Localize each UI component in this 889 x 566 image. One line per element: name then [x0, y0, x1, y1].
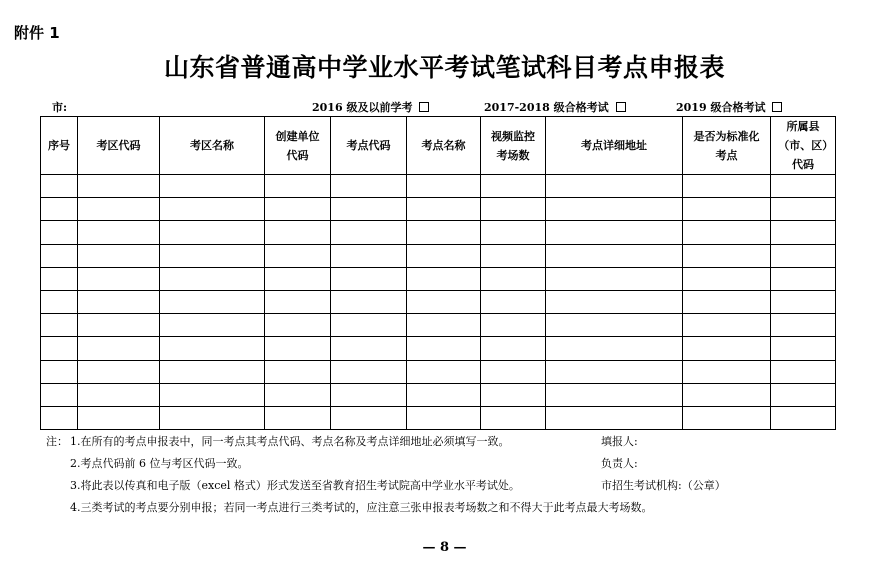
table-cell[interactable]	[78, 221, 160, 244]
table-cell[interactable]	[683, 221, 771, 244]
table-cell[interactable]	[481, 406, 546, 429]
table-cell[interactable]	[683, 337, 771, 360]
table-cell[interactable]	[265, 383, 331, 406]
header-cell: 是否为标准化考点	[683, 117, 771, 175]
table-cell[interactable]	[683, 406, 771, 429]
table-cell[interactable]	[481, 314, 546, 337]
checkbox-2019[interactable]	[772, 102, 782, 112]
note-item	[46, 455, 249, 471]
note-item	[46, 477, 520, 493]
page-title: 山东省普通高中学业水平考试笔试科目考点申报表	[163, 53, 725, 82]
table-cell[interactable]	[481, 221, 546, 244]
note-item	[46, 433, 510, 449]
table-cell[interactable]	[265, 290, 331, 313]
table-cell[interactable]	[160, 267, 265, 290]
table-cell[interactable]	[546, 198, 683, 221]
table-cell[interactable]	[41, 175, 78, 198]
table-cell[interactable]	[683, 360, 771, 383]
table-cell[interactable]	[771, 290, 836, 313]
table-cell[interactable]	[683, 314, 771, 337]
table-cell[interactable]	[546, 360, 683, 383]
city-field	[52, 99, 67, 115]
table-cell[interactable]	[265, 221, 331, 244]
table-cell[interactable]	[546, 337, 683, 360]
header-cell: 考区代码	[78, 117, 160, 175]
table-cell[interactable]	[546, 406, 683, 429]
table-cell[interactable]	[78, 175, 160, 198]
header-cell: 考区名称	[160, 117, 265, 175]
table-cell[interactable]	[41, 244, 78, 267]
option-2019[interactable]	[676, 99, 782, 115]
table-cell[interactable]	[41, 314, 78, 337]
note-item	[46, 499, 653, 515]
table-cell[interactable]	[407, 314, 481, 337]
table-cell[interactable]	[771, 360, 836, 383]
table-cell[interactable]	[407, 175, 481, 198]
table-cell[interactable]	[41, 337, 78, 360]
table-cell[interactable]	[160, 175, 265, 198]
city-label: 市:	[52, 101, 68, 114]
header-cell: 考点代码	[331, 117, 407, 175]
table-cell[interactable]	[78, 290, 160, 313]
table-cell[interactable]	[683, 383, 771, 406]
option-2017-2018-label: 2017-2018 级合格考试	[484, 101, 609, 114]
table-cell[interactable]	[41, 406, 78, 429]
table-cell[interactable]	[481, 383, 546, 406]
header-row	[41, 117, 836, 175]
table-cell[interactable]	[683, 244, 771, 267]
table-cell[interactable]	[160, 360, 265, 383]
option-2017-2018[interactable]	[484, 99, 626, 115]
option-2016[interactable]	[312, 99, 429, 115]
table-cell[interactable]	[160, 314, 265, 337]
table-cell[interactable]	[407, 406, 481, 429]
checkbox-2017-2018[interactable]	[616, 102, 626, 112]
table-cell[interactable]	[265, 314, 331, 337]
note-text: 2.考点代码前 6 位与考区代码一致。	[70, 457, 249, 470]
table-cell[interactable]	[265, 337, 331, 360]
table-row	[41, 290, 836, 313]
institution-field: 市招生考试机构:（公章）	[601, 479, 726, 492]
table-cell[interactable]	[331, 221, 407, 244]
table-cell[interactable]	[41, 383, 78, 406]
header-cell: 视频监控考场数	[481, 117, 546, 175]
table-cell[interactable]	[331, 244, 407, 267]
table-cell[interactable]	[546, 314, 683, 337]
table-cell[interactable]	[331, 290, 407, 313]
table-row	[41, 221, 836, 244]
table-row	[41, 383, 836, 406]
table-row	[41, 267, 836, 290]
filler-field: 填报人:	[601, 435, 638, 448]
table-cell[interactable]	[771, 175, 836, 198]
table-cell[interactable]	[683, 198, 771, 221]
table-cell[interactable]	[78, 406, 160, 429]
note-text: 3.将此表以传真和电子版（excel 格式）形式发送至省教育招生考试院高中学业水平考试处。	[70, 479, 520, 492]
table-cell[interactable]	[265, 198, 331, 221]
table-cell[interactable]	[546, 244, 683, 267]
table-cell[interactable]	[407, 337, 481, 360]
table-cell[interactable]	[160, 244, 265, 267]
table-cell[interactable]	[78, 198, 160, 221]
table-row	[41, 175, 836, 198]
table-cell[interactable]	[481, 360, 546, 383]
table-cell[interactable]	[771, 314, 836, 337]
option-2019-label: 2019 级合格考试	[676, 101, 766, 114]
table-cell[interactable]	[331, 175, 407, 198]
table-cell[interactable]	[160, 198, 265, 221]
note-text: 4.三类考试的考点要分别申报；若同一考点进行三类考试的，应注意三张申报表考场数之和不得大于此考点最大考场数。	[70, 501, 653, 514]
table-cell[interactable]	[771, 267, 836, 290]
table-cell[interactable]	[41, 198, 78, 221]
table-row	[41, 314, 836, 337]
table-cell[interactable]	[481, 244, 546, 267]
header-cell: 所属县（市、区）代码	[771, 117, 836, 175]
table-cell[interactable]	[407, 290, 481, 313]
table-cell[interactable]	[78, 360, 160, 383]
table-cell[interactable]	[331, 267, 407, 290]
table-cell[interactable]	[41, 267, 78, 290]
table-cell[interactable]	[160, 406, 265, 429]
notes-prefix: 注：	[46, 435, 68, 448]
table-cell[interactable]	[78, 337, 160, 360]
table-cell[interactable]	[41, 360, 78, 383]
table-cell[interactable]	[407, 244, 481, 267]
table-cell[interactable]	[160, 383, 265, 406]
table-cell[interactable]	[546, 175, 683, 198]
table-cell[interactable]	[771, 198, 836, 221]
table-cell[interactable]	[41, 221, 78, 244]
table-cell[interactable]	[407, 198, 481, 221]
application-table	[40, 116, 836, 430]
table-cell[interactable]	[78, 314, 160, 337]
table-cell[interactable]	[481, 337, 546, 360]
table-cell[interactable]	[331, 314, 407, 337]
table-cell[interactable]	[771, 221, 836, 244]
table-cell[interactable]	[160, 337, 265, 360]
table-cell[interactable]	[771, 383, 836, 406]
table-cell[interactable]	[78, 244, 160, 267]
table-cell[interactable]	[481, 267, 546, 290]
table-cell[interactable]	[78, 383, 160, 406]
table-cell[interactable]	[265, 175, 331, 198]
table-cell[interactable]	[407, 383, 481, 406]
checkbox-2016[interactable]	[419, 102, 429, 112]
table-cell[interactable]	[771, 406, 836, 429]
table-cell[interactable]	[771, 337, 836, 360]
table-row	[41, 337, 836, 360]
table-cell[interactable]	[78, 267, 160, 290]
table-row	[41, 406, 836, 429]
option-2016-label: 2016 级及以前学考	[312, 101, 413, 114]
table-cell[interactable]	[481, 290, 546, 313]
header-cell: 考点名称	[407, 117, 481, 175]
table-row	[41, 244, 836, 267]
table-cell[interactable]	[331, 383, 407, 406]
attachment-label: 附件 1	[14, 24, 60, 42]
table-cell[interactable]	[265, 244, 331, 267]
page-number: — 8 —	[422, 540, 467, 555]
table-cell[interactable]	[265, 406, 331, 429]
table-cell[interactable]	[481, 198, 546, 221]
table-cell[interactable]	[331, 198, 407, 221]
table-cell[interactable]	[771, 244, 836, 267]
responsible-field: 负责人:	[601, 457, 638, 470]
table-row	[41, 198, 836, 221]
table-cell[interactable]	[331, 360, 407, 383]
table-cell[interactable]	[160, 290, 265, 313]
table-cell[interactable]	[265, 267, 331, 290]
note-text: 1.在所有的考点申报表中，同一考点其考点代码、考点名称及考点详细地址必须填写一致。	[70, 435, 510, 448]
table-cell[interactable]	[546, 290, 683, 313]
table-cell[interactable]	[407, 267, 481, 290]
table-row	[41, 360, 836, 383]
table-cell[interactable]	[407, 360, 481, 383]
header-cell: 序号	[41, 117, 78, 175]
table-cell[interactable]	[481, 175, 546, 198]
table-cell[interactable]	[331, 406, 407, 429]
header-cell: 创建单位代码	[265, 117, 331, 175]
table-cell[interactable]	[41, 290, 78, 313]
table-cell[interactable]	[407, 221, 481, 244]
table-cell[interactable]	[331, 337, 407, 360]
header-cell: 考点详细地址	[546, 117, 683, 175]
table-cell[interactable]	[265, 360, 331, 383]
table-cell[interactable]	[683, 175, 771, 198]
table-cell[interactable]	[683, 267, 771, 290]
table-cell[interactable]	[546, 221, 683, 244]
table-cell[interactable]	[683, 290, 771, 313]
table-body	[41, 175, 836, 430]
table-cell[interactable]	[546, 267, 683, 290]
table-cell[interactable]	[546, 383, 683, 406]
table-cell[interactable]	[160, 221, 265, 244]
